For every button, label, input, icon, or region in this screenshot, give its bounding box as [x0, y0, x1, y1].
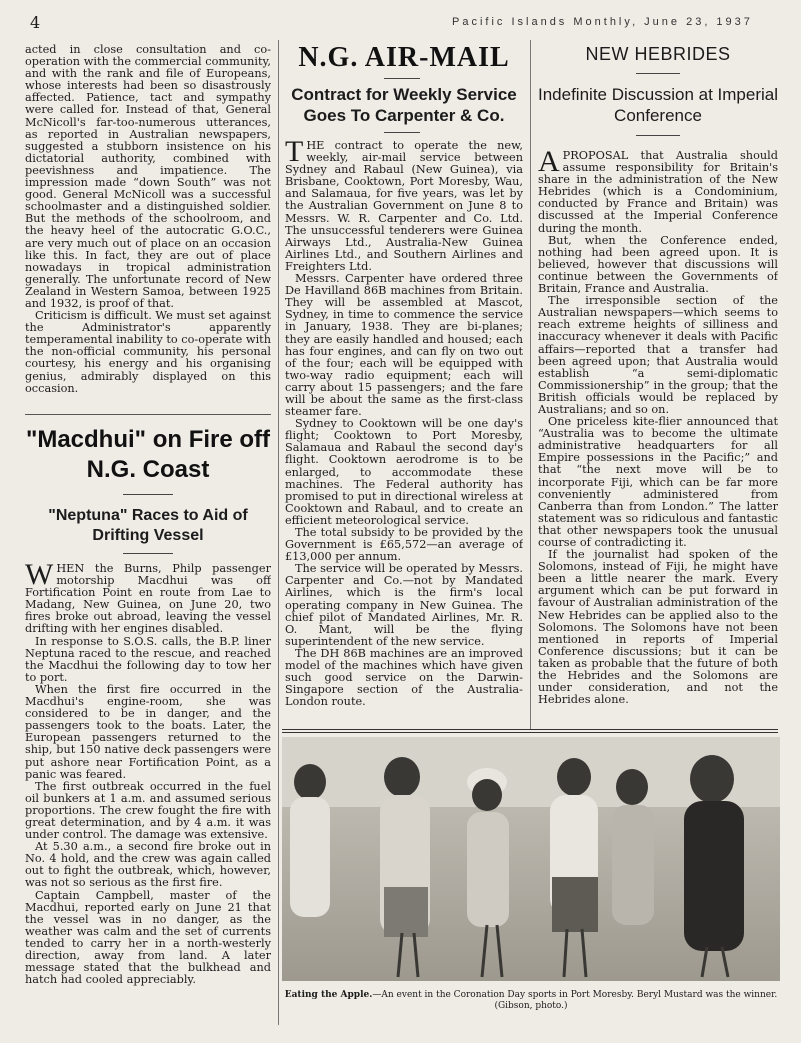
section-heading: NEW HEBRIDES	[585, 44, 731, 64]
divider	[123, 494, 173, 495]
paragraph: The service will be operated by Messrs. Carpenter and Co.—not by Mandated Airlines, which is the firm's local operating company in New Guinea. The chief pilot of Mandated Airlines, Mr. R. O. Mant, will be the flying superintendent of the new service.	[285, 562, 523, 648]
caption-text: —An event in the Coronation Day sports in Port Moresby. Beryl Mustard was the winner.	[372, 990, 778, 1000]
paragraph: Captain Campbell, master of the Macdhui, reported early on June 21 that the vessel was in no danger, as the weather was calm and the set of currents tended to carry her in a north-westerly direction, away from land. A later message stated that the bulkhead and hatch had cooled appreciably.	[25, 888, 271, 987]
paragraph: If the journalist had spoken of the Solomons, instead of Fiji, he might have been a little nearer the mark. Every argument which can be put forward in favour of Australian administration of the New Hebrides can be applied also to the Solomons. The Solomons have not been mentioned in reports of Imperial Conference discussions; but it can be taken as probable that the future of both the Hebrides and the Solomons are under consideration, and not the Hebrides alone.	[538, 548, 778, 707]
macdhui-subhead: "Neptuna" Races to Aid of Drifting Vessel	[48, 507, 248, 544]
divider	[636, 73, 680, 74]
divider	[123, 553, 173, 554]
paragraph: When the first fire occurred in the Macdhui's engine-room, she was considered to be in danger, and the passengers took to the boats. Later, the European passengers returned to the ship, but 150 native deck passengers were put ashore near Fortification Point, as a panic was feared.	[25, 682, 271, 781]
column-rule	[530, 40, 531, 730]
photograph	[282, 737, 780, 981]
divider	[282, 729, 778, 730]
lead-paragraph	[25, 563, 271, 636]
paragraph: Messrs. Carpenter have ordered three De Havilland 86B machines from Britain. They will be assembled at Mascot, Sydney, in time to commence the service in January, 1938. They are bi-planes; they are easily handled and housed; each has four engines, and can fly on two out of the four; each will be equipped with two-way radio equipment; each will carry about 15 passengers; and the fare will be about the same as the first-class steamer fare.	[285, 272, 523, 419]
lead-text: HE contract to operate the new, weekly, air-mail service between Sydney and Rabaul (New Guinea), via Brisbane, Cooktown, Port Moresby, Wau, and Salamaua, for five years, was let by the Australian Government on June 8 to Messrs. W. R. Carpenter and Co. Ltd. The unsuccessful tenderers were Guinea Airways Ltd., Australia-New Guinea Airlines Ltd., and Southern Airlines and Freighters Ltd.	[285, 140, 523, 273]
running-head: Pacific Islands Monthly, June 23, 1937	[452, 16, 753, 28]
paragraph: The first outbreak occurred in the fuel oil bunkers at 1 a.m. and assumed serious proportions. The crew fought the fire with great determination, and by 4 a.m. it was under control. The damage was extensive.	[25, 779, 271, 842]
paragraph: The total subsidy to be provided by the Government is £65,572—an average of £13,000 per annum.	[285, 526, 523, 564]
paragraph: At 5.30 a.m., a second fire broke out in No. 4 hold, and the crew was again called out to fight the outbreak, which, however, was not so serious as the first fire.	[25, 840, 271, 890]
paragraph: Sydney to Cooktown will be one day's flight; Cooktown to Port Moresby, Salamaua and Rabaul the second day's flight. Cooktown aerodrome is to be enlarged, to accommodate these machines. The Federal authority has promised to put in directional wireless at Cooktown and Rabaul, and to create an efficient meteorological service.	[285, 417, 523, 527]
paragraph: acted in close consultation and co-operation with the commercial community, and with the rank and file of Europeans, whose interests had been so disastrously affected. Patience, tact and sympathy were called for. Instead of that, General McNicoll's far-too-numerous utterances, as reported in Australian newspapers, suggested a stubborn insistence on his dictatorial authority, combined with peevishness and impatience. The impression made “down South” was not good. General McNicoll was a successful schoolmaster and a distinguished soldier. But the methods of the schoolroom, and the heavy heel of the autocratic G.O.C., are very much out of place on an occasion like this. In fact, they are out of place nowadays in tropical administration generally. The unfortunate record of New Zealand in Western Samoa, between 1925 and 1932, is proof of that.	[25, 44, 271, 310]
column-rule	[278, 40, 279, 1025]
hebrides-article	[538, 150, 778, 725]
page-number: 4	[30, 13, 41, 32]
editorial-continuation	[25, 44, 271, 409]
drop-cap: A	[538, 150, 560, 178]
drop-cap: T	[285, 140, 304, 168]
airmail-article	[285, 140, 523, 725]
photo-image	[282, 737, 780, 981]
divider	[282, 732, 778, 733]
lead-text: PROPOSAL that Australia should assume responsibility for Britain's share in the administration of the New Hebrides (which is a Condominium, conducted by France and Britain) was discussed at the Imperial Conference during the month.	[538, 150, 778, 235]
paragraph: Criticism is difficult. We must set against the Administrator's apparently temperamental inability to co-operate with the non-official community, his personal courtesy, his energy and his organising genius, admirably displayed on this occasion.	[25, 309, 271, 395]
macdhui-article	[25, 563, 271, 1021]
divider	[25, 414, 271, 415]
paragraph: The irresponsible section of the Australian newspapers—which seems to reach extreme heights of silliness and inaccuracy whenever it deals with Pacific affairs—reported that a transfer had been agreed upon; that Australia would establish “a semi-diplomatic Commissionership” in the group; that the British officials would be replaced by Australians; and so on.	[538, 294, 778, 416]
caption-title: Eating the Apple.	[284, 990, 373, 1000]
lead-paragraph	[538, 150, 778, 235]
divider	[384, 132, 420, 133]
photo-credit: (Gibson, photo.)	[494, 1001, 568, 1011]
airmail-headline: N.G. AIR-MAIL	[298, 42, 510, 73]
drop-cap: W	[25, 563, 54, 591]
photo-caption	[282, 990, 780, 1012]
divider	[384, 78, 420, 79]
airmail-subhead: Contract for Weekly Service Goes To Carpenter & Co.	[291, 85, 517, 125]
paragraph: But, when the Conference ended, nothing had been agreed upon. It is believed, however that discussions will continue between the Governments of Britain, France and Australia.	[538, 233, 778, 296]
hebrides-subhead: Indefinite Discussion at Imperial Conference	[538, 85, 779, 125]
lead-paragraph	[285, 140, 523, 273]
macdhui-headline: "Macdhui" on Fire off N.G. Coast	[25, 426, 271, 483]
divider	[636, 135, 680, 136]
paragraph: One priceless kite-flier announced that “Australia was to become the ultimate administrative headquarters for all Empire possessions in the Pacific;” and that “the next move will be to incorporate Fiji, which can be far more conveniently administered from Canberra than from London.” The latter statement was so ridiculous and fantastic that other newspapers took the unusual course of contradicting it.	[538, 415, 778, 549]
paragraph: The DH 86B machines are an improved model of the machines which have given such good service on the Darwin-Singapore section of the Australia-London route.	[285, 646, 523, 709]
paragraph: In response to S.O.S. calls, the B.P. liner Neptuna raced to the rescue, and reached the Macdhui the following day to tow her to port.	[25, 634, 271, 684]
lead-text: HEN the Burns, Philp passenger motorship Macdhui was off Fortification Point en route from Lae to Madang, New Guinea, on June 20, two fires broke out abroad, leaving the vessel drifting with her engines disabled.	[25, 563, 271, 636]
